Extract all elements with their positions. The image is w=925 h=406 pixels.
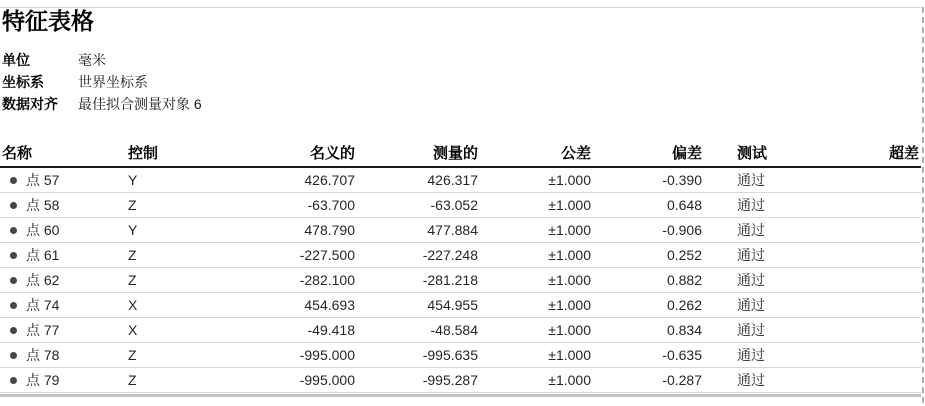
cell-nominal: -227.500 <box>230 242 355 267</box>
cell-out-of-tolerance <box>812 292 921 317</box>
cell-name: 点 61 <box>26 246 60 263</box>
cell-deviation: -0.390 <box>591 167 702 192</box>
cell-out-of-tolerance <box>812 217 921 242</box>
cell-control: Z <box>125 192 230 217</box>
cell-nominal: -282.100 <box>230 267 355 292</box>
cell-deviation: 0.262 <box>591 292 702 317</box>
cell-nominal: -49.418 <box>230 317 355 342</box>
cell-tolerance: ±1.000 <box>478 267 591 292</box>
cell-tolerance: ±1.000 <box>478 242 591 267</box>
cell-tolerance: ±1.000 <box>478 317 591 342</box>
point-bullet-icon <box>10 277 17 284</box>
metadata-row-alignment <box>2 93 925 115</box>
metadata-value: 世界坐标系 <box>78 74 148 90</box>
cell-measured: -48.584 <box>355 317 478 342</box>
cell-control: X <box>125 292 230 317</box>
cell-control: Z <box>125 242 230 267</box>
page-boundary-dashed-line <box>922 7 924 406</box>
cell-control: Z <box>125 267 230 292</box>
metadata-label: 单位 <box>2 52 30 68</box>
column-header-tolerance: 公差 <box>478 139 591 167</box>
cell-tolerance: ±1.000 <box>478 342 591 367</box>
column-header-name: 名称 <box>0 139 125 167</box>
column-header-test: 测试 <box>702 139 812 167</box>
metadata-row-coordinate-system <box>2 71 925 93</box>
table-row[interactable] <box>0 267 921 292</box>
point-bullet-icon <box>10 227 17 234</box>
column-header-out-of-tolerance: 超差 <box>812 139 921 167</box>
cell-test: 通过 <box>702 317 812 342</box>
cell-out-of-tolerance <box>812 192 921 217</box>
cell-tolerance: ±1.000 <box>478 292 591 317</box>
column-header-nominal: 名义的 <box>230 139 355 167</box>
cell-name: 点 77 <box>26 321 60 338</box>
cell-out-of-tolerance <box>812 367 921 392</box>
cell-test: 通过 <box>702 242 812 267</box>
cell-test: 通过 <box>702 367 812 392</box>
table-row[interactable] <box>0 192 921 217</box>
table-row[interactable] <box>0 317 921 342</box>
cell-name: 点 62 <box>26 271 60 288</box>
cell-test: 通过 <box>702 217 812 242</box>
cell-tolerance: ±1.000 <box>478 192 591 217</box>
point-bullet-icon <box>10 177 17 184</box>
cell-measured: -281.218 <box>355 267 478 292</box>
cell-out-of-tolerance <box>812 242 921 267</box>
cell-nominal: -995.000 <box>230 342 355 367</box>
table-row[interactable] <box>0 292 921 317</box>
cell-test: 通过 <box>702 267 812 292</box>
table-row[interactable] <box>0 342 921 367</box>
cell-control: X <box>125 317 230 342</box>
point-bullet-icon <box>10 252 17 259</box>
point-bullet-icon <box>10 302 17 309</box>
cell-measured: -63.052 <box>355 192 478 217</box>
cell-deviation: 0.252 <box>591 242 702 267</box>
cell-deviation: 0.648 <box>591 192 702 217</box>
cell-measured: 426.317 <box>355 167 478 192</box>
feature-table-report-page <box>0 7 925 406</box>
cell-test: 通过 <box>702 167 812 192</box>
cell-measured: -995.287 <box>355 367 478 392</box>
cell-name: 点 60 <box>26 221 60 238</box>
cell-deviation: 0.882 <box>591 267 702 292</box>
cell-measured: -227.248 <box>355 242 478 267</box>
cell-deviation: -0.906 <box>591 217 702 242</box>
table-row[interactable] <box>0 242 921 267</box>
cell-control: Y <box>125 217 230 242</box>
cell-measured: -995.635 <box>355 342 478 367</box>
cell-control: Z <box>125 342 230 367</box>
cell-test: 通过 <box>702 342 812 367</box>
cell-test: 通过 <box>702 292 812 317</box>
column-header-control: 控制 <box>125 139 230 167</box>
cell-measured: 454.955 <box>355 292 478 317</box>
table-row[interactable] <box>0 217 921 242</box>
metadata-label: 坐标系 <box>2 74 44 90</box>
cell-out-of-tolerance <box>812 317 921 342</box>
point-bullet-icon <box>10 352 17 359</box>
table-row[interactable] <box>0 167 921 192</box>
cell-nominal: 426.707 <box>230 167 355 192</box>
metadata-row-unit <box>2 49 925 71</box>
column-header-deviation: 偏差 <box>591 139 702 167</box>
metadata-value: 毫米 <box>78 52 106 68</box>
cell-name: 点 78 <box>26 346 60 363</box>
cell-name: 点 79 <box>26 371 60 388</box>
page-title: 特征表格 <box>2 8 94 34</box>
cell-name: 点 57 <box>26 171 60 188</box>
cell-tolerance: ±1.000 <box>478 217 591 242</box>
cell-nominal: -995.000 <box>230 367 355 392</box>
cell-name: 点 58 <box>26 196 60 213</box>
table-bottom-border <box>0 394 921 397</box>
point-bullet-icon <box>10 377 17 384</box>
column-header-measured: 测量的 <box>355 139 478 167</box>
cell-nominal: -63.700 <box>230 192 355 217</box>
point-bullet-icon <box>10 202 17 209</box>
cell-measured: 477.884 <box>355 217 478 242</box>
cell-tolerance: ±1.000 <box>478 167 591 192</box>
cell-control: Y <box>125 167 230 192</box>
cell-tolerance: ±1.000 <box>478 367 591 392</box>
top-divider-line <box>0 7 921 8</box>
table-row[interactable] <box>0 367 921 392</box>
cell-test: 通过 <box>702 192 812 217</box>
cell-out-of-tolerance <box>812 267 921 292</box>
cell-out-of-tolerance <box>812 167 921 192</box>
cell-nominal: 478.790 <box>230 217 355 242</box>
table-header-row <box>0 139 921 167</box>
metadata-label: 数据对齐 <box>2 96 58 112</box>
cell-name: 点 74 <box>26 296 60 313</box>
cell-nominal: 454.693 <box>230 292 355 317</box>
cell-deviation: -0.635 <box>591 342 702 367</box>
point-bullet-icon <box>10 327 17 334</box>
feature-measurement-table <box>0 139 921 393</box>
cell-control: Z <box>125 367 230 392</box>
metadata-value: 最佳拟合测量对象 6 <box>78 96 202 112</box>
cell-deviation: 0.834 <box>591 317 702 342</box>
cell-out-of-tolerance <box>812 342 921 367</box>
metadata-block <box>2 49 925 115</box>
cell-deviation: -0.287 <box>591 367 702 392</box>
